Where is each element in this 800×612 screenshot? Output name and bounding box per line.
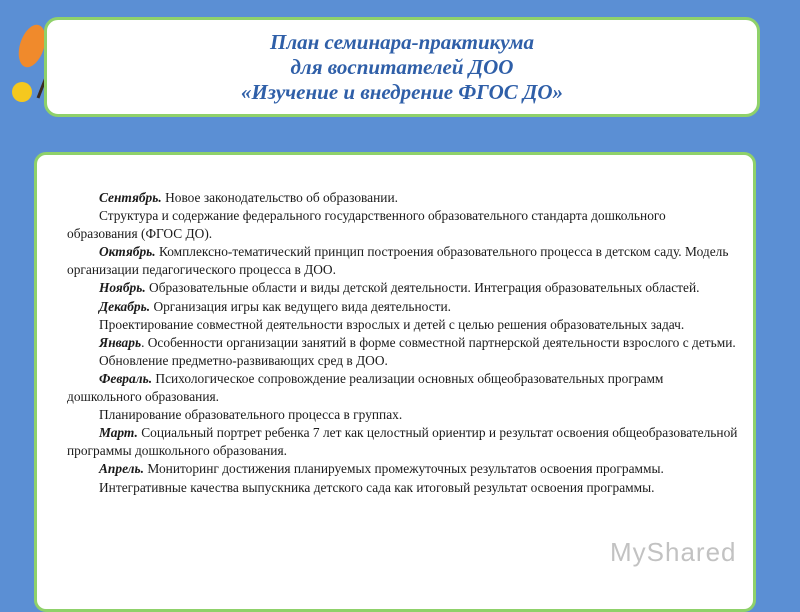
plan-item bbox=[67, 189, 739, 207]
plan-item bbox=[67, 460, 739, 478]
plan-item-text: Структура и содержание федерального государственного образовательного стандарта дошкольного образования (ФГОС ДО). bbox=[67, 208, 666, 242]
plan-item bbox=[67, 424, 739, 460]
plan-item-text: Комплексно-тематический принцип построения образовательного процесса в детском саду. Модель организации педагогического процесса в ДОО. bbox=[67, 244, 729, 278]
plan-item bbox=[67, 316, 739, 334]
plan-item-text: Мониторинг достижения планируемых промежуточных результатов освоения программы. bbox=[144, 461, 664, 477]
plan-item bbox=[67, 479, 739, 497]
month-label: Сентябрь. bbox=[99, 190, 162, 205]
month-label: Январь bbox=[99, 334, 142, 350]
plan-item bbox=[67, 243, 739, 279]
title-line-2: для воспитателей ДОО bbox=[290, 54, 514, 79]
month-label: Март. bbox=[99, 425, 138, 441]
plan-item-text: Социальный портрет ребенка 7 лет как целостный ориентир и результат освоения общеобразовательной программы дошкольного образования. bbox=[67, 425, 738, 459]
seminar-plan-text bbox=[67, 189, 739, 497]
plan-item bbox=[67, 207, 739, 243]
plan-item bbox=[67, 279, 739, 297]
month-label: Апрель. bbox=[99, 461, 145, 477]
plan-item bbox=[67, 334, 739, 352]
title-card bbox=[44, 17, 760, 117]
watermark-logo: MyShared bbox=[610, 537, 737, 567]
month-label: Декабрь. bbox=[99, 298, 151, 314]
plan-item bbox=[67, 406, 739, 424]
month-label: Ноябрь. bbox=[99, 280, 146, 296]
plan-item-text: Проектирование совместной деятельности взрослых и детей с целью решения образовательных задач. bbox=[99, 316, 685, 332]
plan-item bbox=[67, 352, 739, 370]
title-line-3: «Изучение и внедрение ФГОС ДО» bbox=[240, 79, 564, 104]
title-line-1: План семинара-практикума bbox=[270, 29, 534, 54]
plan-item-text: Новое законодательство об образовании. bbox=[161, 190, 398, 205]
plan-item-text: Обновление предметно-развивающих сред в ДОО. bbox=[99, 352, 388, 368]
plan-item-text: Организация игры как ведущего вида деятельности. bbox=[150, 298, 452, 314]
plan-item-text: Интегративные качества выпускника детского сада как итоговый результат освоения программы. bbox=[99, 479, 655, 495]
plan-item bbox=[67, 298, 739, 316]
plan-item-text: Образовательные области и виды детской деятельности. Интеграция образовательных областей. bbox=[145, 280, 700, 296]
plan-item-text: Психологическое сопровождение реализации основных общеобразовательных программ дошкольного образования. bbox=[67, 370, 664, 405]
plan-item bbox=[67, 370, 739, 406]
month-label: Октябрь. bbox=[99, 244, 156, 260]
plan-item-text: Планирование образовательного процесса в группах. bbox=[99, 407, 403, 423]
plan-item-text: . Особенности организации занятий в форме совместной партнерской деятельности взрослого с детьми. bbox=[141, 334, 736, 350]
month-label: Февраль. bbox=[99, 370, 153, 386]
